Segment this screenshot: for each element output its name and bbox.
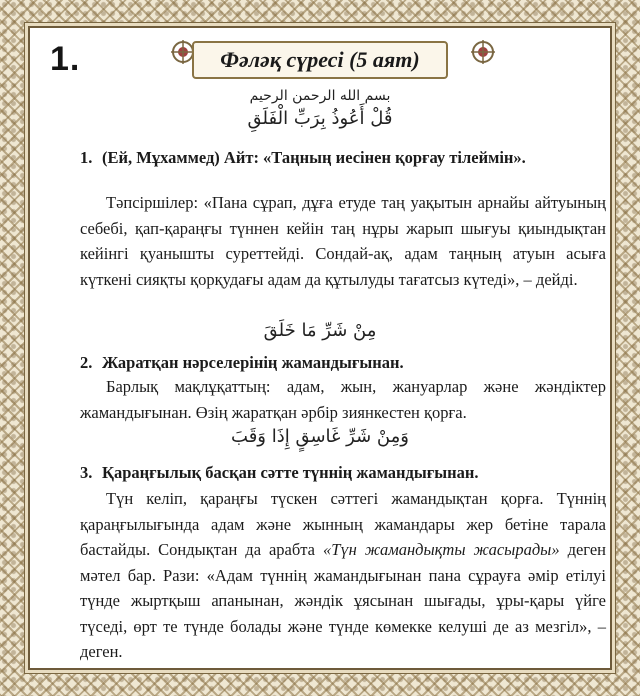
verse-3-arabic: وَمِنْ شَرِّ غَاسِقٍ إِذَا وَقَبَ [231,426,409,447]
verse-1-text: (Ей, Мұхаммед) Айт: «Таңның иесінен қорғау тілеймін». [102,148,526,167]
verse-1-translation [80,145,590,170]
verse-1-number: 1. [80,148,93,167]
verse-3-commentary-start: Түн келіп, қараңғы түскен сәттегі жамандықтан қорға. Түннің қараңғылығында адам және жынның жамандары жер бетіне тарала бастайды. Сондықтан да арабта [80,489,606,559]
verse-2-text: Жаратқан нәрселерінің жамандығынан. [102,353,404,372]
surah-title: Фәләқ сүресі (5 аят) [192,41,447,79]
verse-3-proverb: «Түн жамандықты жасырады» [322,540,560,559]
verse-2-number: 2. [80,353,93,372]
verse-1-arabic: قُلْ أَعُوذُ بِرَبِّ الْفَلَقِ [247,108,393,129]
ornament-right-icon [470,39,496,65]
verse-3-commentary-end: деген мәтел бар. Рази: «Адам түннің жамандығынан пана сұрауға әмір етілуі түнде жыртқыш апанынан, жәндік ұясынан шығады, ұры-қары үйге түседі, өрт те түнде болады және түнде көмекке келуші де аз мезгіл», – деген. [80,540,606,661]
verse-2-arabic: مِنْ شَرِّ مَا خَلَقَ [263,320,377,341]
basmala: بسم الله الرحمن الرحيم [249,88,391,104]
verse-3-translation [80,460,590,485]
page-number: 1. [50,40,81,78]
verse-2-commentary: Барлық мақлұқаттың: адам, жын, жануарлар және жәндіктер жамандығынан. Өзің жаратқан әрбір зиянкестен қорға. [80,377,606,422]
verse-3-text: Қараңғылық басқан сәтте түннің жамандығынан. [102,463,479,482]
verse-3-commentary [80,486,606,665]
verse-1-commentary: Тәпсіршілер: «Пана сұрап, дұға етуде таң уақытын арнайы айтуының себебі, қап-қараңғы түннен кейін таң нұры жарып шығуы қиындықтан кейінгі қуанышты суреттейді. Сондай-ақ, адам таңның атуын асыға күткені сияқты қорқудағы адам да құтылуды тағатсыз күтеді», – дейді. [80,193,606,289]
page-content [30,28,610,668]
verse-3-number: 3. [80,463,93,482]
verse-2-translation [80,350,590,375]
title-row [170,38,470,82]
